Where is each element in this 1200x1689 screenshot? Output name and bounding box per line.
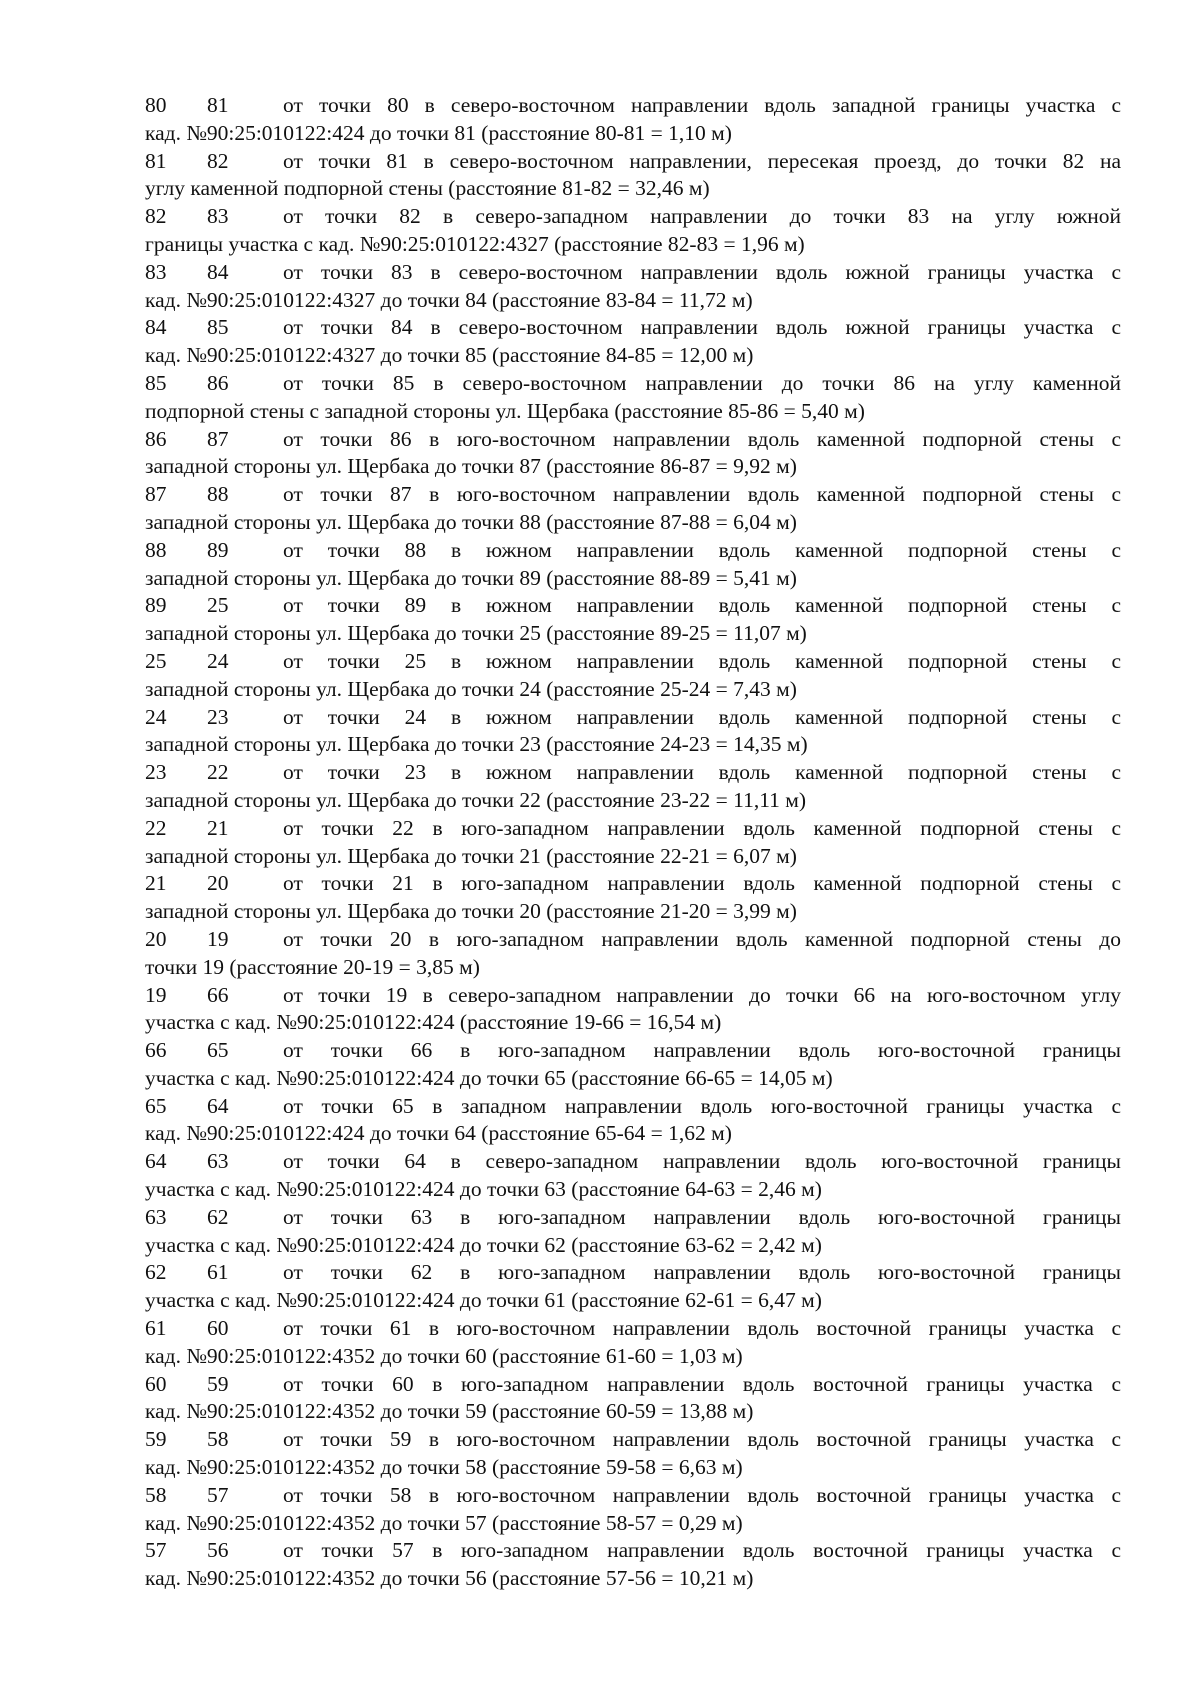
- point-to: 20: [207, 871, 229, 896]
- point-from: 62: [145, 1260, 167, 1285]
- point-from: 89: [145, 593, 167, 618]
- entry-first-line: [145, 1537, 1121, 1565]
- point-to: 56: [207, 1538, 229, 1563]
- boundary-segment-entry: [145, 815, 1121, 871]
- segment-description-continued: углу каменной подпорной стены (расстояние 81-82 = 32,46 м): [145, 176, 710, 201]
- point-to: 57: [207, 1482, 229, 1507]
- boundary-segment-entry: [145, 704, 1121, 760]
- point-to: 83: [207, 204, 229, 229]
- segment-description: от точки 84 в северо-восточном направлении вдоль южной границы участка с: [283, 315, 1121, 340]
- point-to: 66: [207, 982, 229, 1007]
- segment-description: от точки 80 в северо-восточном направлении вдоль западной границы участка с: [283, 93, 1121, 117]
- entry-first-line: [145, 203, 1121, 231]
- entry-first-line: [145, 1371, 1121, 1399]
- point-to: 81: [207, 93, 229, 117]
- point-from: 86: [145, 426, 167, 451]
- point-from: 60: [145, 1371, 167, 1396]
- boundary-segment-entry: [145, 1426, 1121, 1482]
- boundary-segment-entry: [145, 1371, 1121, 1427]
- point-from: 80: [145, 93, 167, 117]
- segment-description-continued: западной стороны ул. Щербака до точки 89 (расстояние 88-89 = 5,41 м): [145, 565, 797, 590]
- segment-description: от точки 22 в юго-западном направлении вдоль каменной подпорной стены с: [283, 815, 1121, 840]
- point-from: 59: [145, 1427, 167, 1452]
- point-from: 24: [145, 704, 167, 729]
- segment-description: от точки 86 в юго-восточном направлении вдоль каменной подпорной стены с: [283, 426, 1121, 451]
- entry-first-line: [145, 592, 1121, 620]
- point-from: 19: [145, 982, 167, 1007]
- segment-description: от точки 60 в юго-западном направлении вдоль восточной границы участка с: [283, 1371, 1121, 1396]
- boundary-segment-entry: [145, 203, 1121, 259]
- point-from: 58: [145, 1482, 167, 1507]
- point-from: 64: [145, 1149, 167, 1174]
- segment-description-continued: участка с кад. №90:25:010122:424 до точки 61 (расстояние 62-61 = 6,47 м): [145, 1288, 822, 1313]
- boundary-segment-entry: [145, 1037, 1121, 1093]
- segment-description-continued: участка с кад. №90:25:010122:424 до точки 65 (расстояние 66-65 = 14,05 м): [145, 1065, 833, 1090]
- entry-first-line: [145, 870, 1121, 898]
- boundary-segment-entry: [145, 1315, 1121, 1371]
- segment-description-continued: подпорной стены с западной стороны ул. Щербака (расстояние 85-86 = 5,40 м): [145, 398, 865, 423]
- segment-description-continued: западной стороны ул. Щербака до точки 24 (расстояние 25-24 = 7,43 м): [145, 676, 797, 701]
- point-to: 64: [207, 1093, 229, 1118]
- boundary-segment-entry: [145, 1093, 1121, 1149]
- segment-description: от точки 19 в северо-западном направлении до точки 66 на юго-восточном углу: [283, 982, 1121, 1007]
- boundary-segment-entry: [145, 982, 1121, 1038]
- point-from: 61: [145, 1316, 167, 1341]
- point-from: 83: [145, 259, 167, 284]
- segment-description: от точки 57 в юго-западном направлении вдоль восточной границы участка с: [283, 1538, 1121, 1563]
- segment-description-continued: точки 19 (расстояние 20-19 = 3,85 м): [145, 954, 480, 979]
- document-page: [145, 92, 1121, 1593]
- segment-description: от точки 20 в юго-западном направлении вдоль каменной подпорной стены до: [283, 926, 1121, 951]
- segment-description-continued: кад. №90:25:010122:4352 до точки 58 (расстояние 59-58 = 6,63 м): [145, 1455, 743, 1480]
- point-to: 61: [207, 1260, 229, 1285]
- entry-first-line: [145, 759, 1121, 787]
- segment-description-continued: кад. №90:25:010122:4352 до точки 57 (расстояние 58-57 = 0,29 м): [145, 1510, 743, 1535]
- point-from: 88: [145, 537, 167, 562]
- segment-description-continued: границы участка с кад. №90:25:010122:4327 (расстояние 82-83 = 1,96 м): [145, 231, 805, 256]
- entry-first-line: [145, 982, 1121, 1010]
- point-to: 88: [207, 482, 229, 507]
- point-from: 57: [145, 1538, 167, 1563]
- segment-description: от точки 82 в северо-западном направлении до точки 83 на углу южной: [283, 204, 1121, 229]
- segment-description-continued: участка с кад. №90:25:010122:424 до точки 63 (расстояние 64-63 = 2,46 м): [145, 1177, 822, 1202]
- point-to: 22: [207, 760, 229, 785]
- point-to: 58: [207, 1427, 229, 1452]
- segment-description: от точки 25 в южном направлении вдоль каменной подпорной стены с: [283, 648, 1121, 673]
- segment-description-continued: кад. №90:25:010122:424 до точки 81 (расстояние 80-81 = 1,10 м): [145, 120, 732, 145]
- point-from: 84: [145, 315, 167, 340]
- segment-description-continued: западной стороны ул. Щербака до точки 25 (расстояние 89-25 = 11,07 м): [145, 621, 807, 646]
- point-from: 66: [145, 1038, 167, 1063]
- entry-first-line: [145, 481, 1121, 509]
- segment-description-continued: западной стороны ул. Щербака до точки 22 (расстояние 23-22 = 11,11 м): [145, 787, 807, 812]
- entry-first-line: [145, 1259, 1121, 1287]
- point-from: 25: [145, 648, 167, 673]
- boundary-segment-entry: [145, 1148, 1121, 1204]
- point-to: 65: [207, 1038, 229, 1063]
- boundary-segment-entry: [145, 426, 1121, 482]
- segment-description: от точки 24 в южном направлении вдоль каменной подпорной стены с: [283, 704, 1121, 729]
- segment-description-continued: кад. №90:25:010122:4327 до точки 85 (расстояние 84-85 = 12,00 м): [145, 343, 754, 368]
- entry-first-line: [145, 1204, 1121, 1232]
- point-from: 20: [145, 926, 167, 951]
- boundary-segment-entry: [145, 870, 1121, 926]
- entry-first-line: [145, 259, 1121, 287]
- boundary-segment-entry: [145, 537, 1121, 593]
- segment-description-continued: западной стороны ул. Щербака до точки 87 (расстояние 86-87 = 9,92 м): [145, 454, 797, 479]
- point-from: 81: [145, 148, 167, 173]
- entry-first-line: [145, 648, 1121, 676]
- point-to: 25: [207, 593, 229, 618]
- entry-first-line: [145, 1037, 1121, 1065]
- segment-description: от точки 65 в западном направлении вдоль юго-восточной границы участка с: [283, 1093, 1121, 1118]
- boundary-segment-entry: [145, 1482, 1121, 1538]
- point-to: 85: [207, 315, 229, 340]
- segment-description-continued: участка с кад. №90:25:010122:424 (расстояние 19-66 = 16,54 м): [145, 1010, 722, 1035]
- segment-description-continued: кад. №90:25:010122:4327 до точки 84 (расстояние 83-84 = 11,72 м): [145, 287, 753, 312]
- boundary-segment-entry: [145, 592, 1121, 648]
- point-to: 23: [207, 704, 229, 729]
- segment-description: от точки 63 в юго-западном направлении вдоль юго-восточной границы: [283, 1204, 1121, 1229]
- entry-first-line: [145, 1148, 1121, 1176]
- point-from: 23: [145, 760, 167, 785]
- point-to: 62: [207, 1204, 229, 1229]
- segment-description-continued: западной стороны ул. Щербака до точки 21 (расстояние 22-21 = 6,07 м): [145, 843, 797, 868]
- point-to: 59: [207, 1371, 229, 1396]
- entry-first-line: [145, 926, 1121, 954]
- boundary-segment-entry: [145, 1259, 1121, 1315]
- boundary-segment-entry: [145, 648, 1121, 704]
- segment-description-continued: западной стороны ул. Щербака до точки 88 (расстояние 87-88 = 6,04 м): [145, 509, 797, 534]
- segment-description: от точки 87 в юго-восточном направлении вдоль каменной подпорной стены с: [283, 482, 1121, 507]
- point-to: 19: [207, 926, 229, 951]
- point-from: 85: [145, 370, 167, 395]
- point-to: 24: [207, 648, 229, 673]
- segment-description: от точки 83 в северо-восточном направлении вдоль южной границы участка с: [283, 259, 1121, 284]
- segment-description: от точки 62 в юго-западном направлении вдоль юго-восточной границы: [283, 1260, 1121, 1285]
- segment-description-continued: участка с кад. №90:25:010122:424 до точки 62 (расстояние 63-62 = 2,42 м): [145, 1232, 822, 1257]
- boundary-segment-entry: [145, 148, 1121, 204]
- entry-first-line: [145, 537, 1121, 565]
- entry-first-line: [145, 1093, 1121, 1121]
- entry-first-line: [145, 1426, 1121, 1454]
- segment-description: от точки 61 в юго-восточном направлении вдоль восточной границы участка с: [283, 1316, 1121, 1341]
- point-to: 87: [207, 426, 229, 451]
- boundary-segment-entry: [145, 314, 1121, 370]
- point-from: 63: [145, 1204, 167, 1229]
- segment-description: от точки 58 в юго-восточном направлении вдоль восточной границы участка с: [283, 1482, 1121, 1507]
- entry-first-line: [145, 815, 1121, 843]
- boundary-segment-entry: [145, 370, 1121, 426]
- segment-description: от точки 88 в южном направлении вдоль каменной подпорной стены с: [283, 537, 1121, 562]
- segment-description: от точки 21 в юго-западном направлении вдоль каменной подпорной стены с: [283, 871, 1121, 896]
- point-to: 60: [207, 1316, 229, 1341]
- segment-description: от точки 81 в северо-восточном направлении, пересекая проезд, до точки 82 на: [283, 148, 1121, 173]
- boundary-segment-entry: [145, 92, 1121, 148]
- segment-description-continued: кад. №90:25:010122:4352 до точки 60 (расстояние 61-60 = 1,03 м): [145, 1343, 743, 1368]
- entry-first-line: [145, 92, 1121, 120]
- entry-first-line: [145, 1315, 1121, 1343]
- entry-first-line: [145, 370, 1121, 398]
- point-from: 22: [145, 815, 167, 840]
- boundary-segment-entry: [145, 1537, 1121, 1593]
- point-to: 82: [207, 148, 229, 173]
- segment-description-continued: кад. №90:25:010122:424 до точки 64 (расстояние 65-64 = 1,62 м): [145, 1121, 732, 1146]
- point-from: 82: [145, 204, 167, 229]
- point-to: 89: [207, 537, 229, 562]
- entry-first-line: [145, 148, 1121, 176]
- entry-first-line: [145, 314, 1121, 342]
- boundary-segment-entry: [145, 259, 1121, 315]
- point-to: 21: [207, 815, 229, 840]
- point-from: 21: [145, 871, 167, 896]
- point-from: 65: [145, 1093, 167, 1118]
- segment-description: от точки 23 в южном направлении вдоль каменной подпорной стены с: [283, 760, 1121, 785]
- segment-description: от точки 64 в северо-западном направлении вдоль юго-восточной границы: [283, 1149, 1121, 1174]
- segment-description: от точки 85 в северо-восточном направлении до точки 86 на углу каменной: [283, 370, 1121, 395]
- entry-first-line: [145, 426, 1121, 454]
- segment-description: от точки 66 в юго-западном направлении вдоль юго-восточной границы: [283, 1038, 1121, 1063]
- point-from: 87: [145, 482, 167, 507]
- boundary-segment-entry: [145, 481, 1121, 537]
- segment-description-continued: кад. №90:25:010122:4352 до точки 59 (расстояние 60-59 = 13,88 м): [145, 1399, 754, 1424]
- entry-first-line: [145, 704, 1121, 732]
- point-to: 86: [207, 370, 229, 395]
- segment-description: от точки 59 в юго-восточном направлении вдоль восточной границы участка с: [283, 1427, 1121, 1452]
- point-to: 63: [207, 1149, 229, 1174]
- segment-description-continued: западной стороны ул. Щербака до точки 23 (расстояние 24-23 = 14,35 м): [145, 732, 808, 757]
- boundary-segment-entry: [145, 759, 1121, 815]
- segment-description: от точки 89 в южном направлении вдоль каменной подпорной стены с: [283, 593, 1121, 618]
- point-to: 84: [207, 259, 229, 284]
- segment-description-continued: западной стороны ул. Щербака до точки 20 (расстояние 21-20 = 3,99 м): [145, 899, 797, 924]
- boundary-segment-entry: [145, 926, 1121, 982]
- entry-first-line: [145, 1482, 1121, 1510]
- segment-description-continued: кад. №90:25:010122:4352 до точки 56 (расстояние 57-56 = 10,21 м): [145, 1566, 754, 1591]
- boundary-segment-entry: [145, 1204, 1121, 1260]
